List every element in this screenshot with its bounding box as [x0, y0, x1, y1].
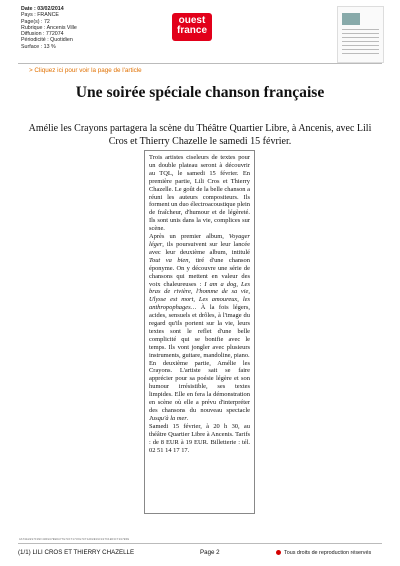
thumbnail-line: [342, 33, 379, 34]
thumbnail-line: [342, 45, 379, 46]
copyright-icon: [276, 550, 281, 555]
song-list: I am a dog, Les bras de rivière, l'homme de sa vie, Ulysse est mort, Les amoureux, les anthropophages…: [149, 280, 250, 312]
thumbnail-line: [342, 53, 379, 54]
ouest-france-logo: [172, 13, 212, 41]
page-thumbnail[interactable]: [337, 6, 384, 63]
paragraph-4: Samedi 15 février, à 20 h 30, au théâtre Quartier Libre à Ancenis. Tarifs : de 8 EUR à 19 EUR. Billetterie : tél. 02 51 14 17 17.: [149, 422, 250, 454]
paragraph-2-text: À la fois légers, acides, sensuels et drôles, à l'image du regard qu'ils portent sur la vie, leurs textes sont le reflet d'une belle complicité qui se bonifie avec le temps. Ils vont jongler avec plusieurs instruments, guitare, mandoline, piano.: [149, 304, 250, 359]
paragraph-1: Trois artistes ciseleurs de textes pour un double plateau seront à découvrir au TQL, le samedi 15 février. En première partie, Lili Cros et Thierry Chazelle. Le goût de la belle chanson a réuni les auteurs compositeurs. Ils forment un duo électroacoustique plein de fraîcheur, d'humour et de légèreté. Ils sont unis dans la vie, complices sur scène.: [149, 154, 250, 233]
thumbnail-line: [342, 37, 379, 38]
meta-section: Rubrique : Ancenis Ville: [21, 24, 77, 31]
article-box: [144, 150, 255, 514]
footer-article-label: (1/1) LILI CROS ET THIERRY CHAZELLE: [18, 549, 135, 556]
article-metadata: [21, 6, 77, 50]
paragraph-2: [149, 233, 250, 360]
footer-page-number: Page 2: [200, 549, 220, 556]
paragraph-2-text: , ils poursuivent sur leur lancée avec leur deuxième album, intitulé: [149, 240, 250, 256]
meta-circulation: Diffusion : 772074: [21, 31, 64, 38]
meta-pages: Page(s) : 72: [21, 18, 50, 25]
logo-line-2: france: [176, 25, 207, 36]
album-title: Tout va bien: [149, 256, 189, 264]
paragraph-2-text: Après un premier album,: [149, 233, 229, 241]
thumbnail-line: [342, 41, 379, 42]
document-code: AA70E8897F09F40D807BED877E70C7173CE7071AD8B19C02761ED3C7207BD8: [19, 538, 130, 541]
footer-rights: [276, 550, 371, 556]
album-title: Voyager léger: [149, 233, 250, 248]
header-divider: [18, 63, 382, 64]
rights-text: Tous droits de reproduction réservés: [284, 550, 372, 556]
thumbnail-line: [342, 49, 379, 50]
view-page-link[interactable]: > Cliquez ici pour voir la page de l'article: [29, 67, 142, 74]
article-body: [149, 154, 250, 454]
article-lead: Amélie les Crayons partagera la scène du Théâtre Quartier Libre, à Ancenis, avec Lili Cros et Thierry Chazelle le samedi 15 février.: [28, 123, 372, 147]
paragraph-3: [149, 360, 250, 423]
article-title: Une soirée spéciale chanson française: [75, 84, 325, 101]
meta-date: Date : 03/02/2014: [21, 6, 64, 12]
meta-frequency: Périodicité : Quotidien: [21, 37, 73, 44]
paragraph-3-text: .: [186, 414, 189, 422]
meta-surface: Surface : 13 %: [21, 43, 56, 50]
paragraph-2-text: , tiré d'une chanson éponyme. On y découvre une série de chansons qui mettent en valeur des voix chaleureuses :: [149, 256, 250, 288]
logo-line-1: ouest: [178, 15, 206, 26]
thumbnail-photo: [342, 13, 360, 25]
paragraph-3-text: En deuxième partie, Amélie les Crayons. L'artiste sait se faire apprécier pour sa poésie légère et son humour irrésistible, ses textes limpides. Elle en fera la démonstration en scène où elle a prévu d'interpréter des chansons du nouveau spectacle: [149, 359, 250, 414]
show-title: Jusqu'à la mer: [149, 414, 187, 422]
thumbnail-line: [342, 29, 379, 30]
meta-country: Pays : FRANCE: [21, 12, 59, 19]
footer-divider: [18, 543, 382, 544]
